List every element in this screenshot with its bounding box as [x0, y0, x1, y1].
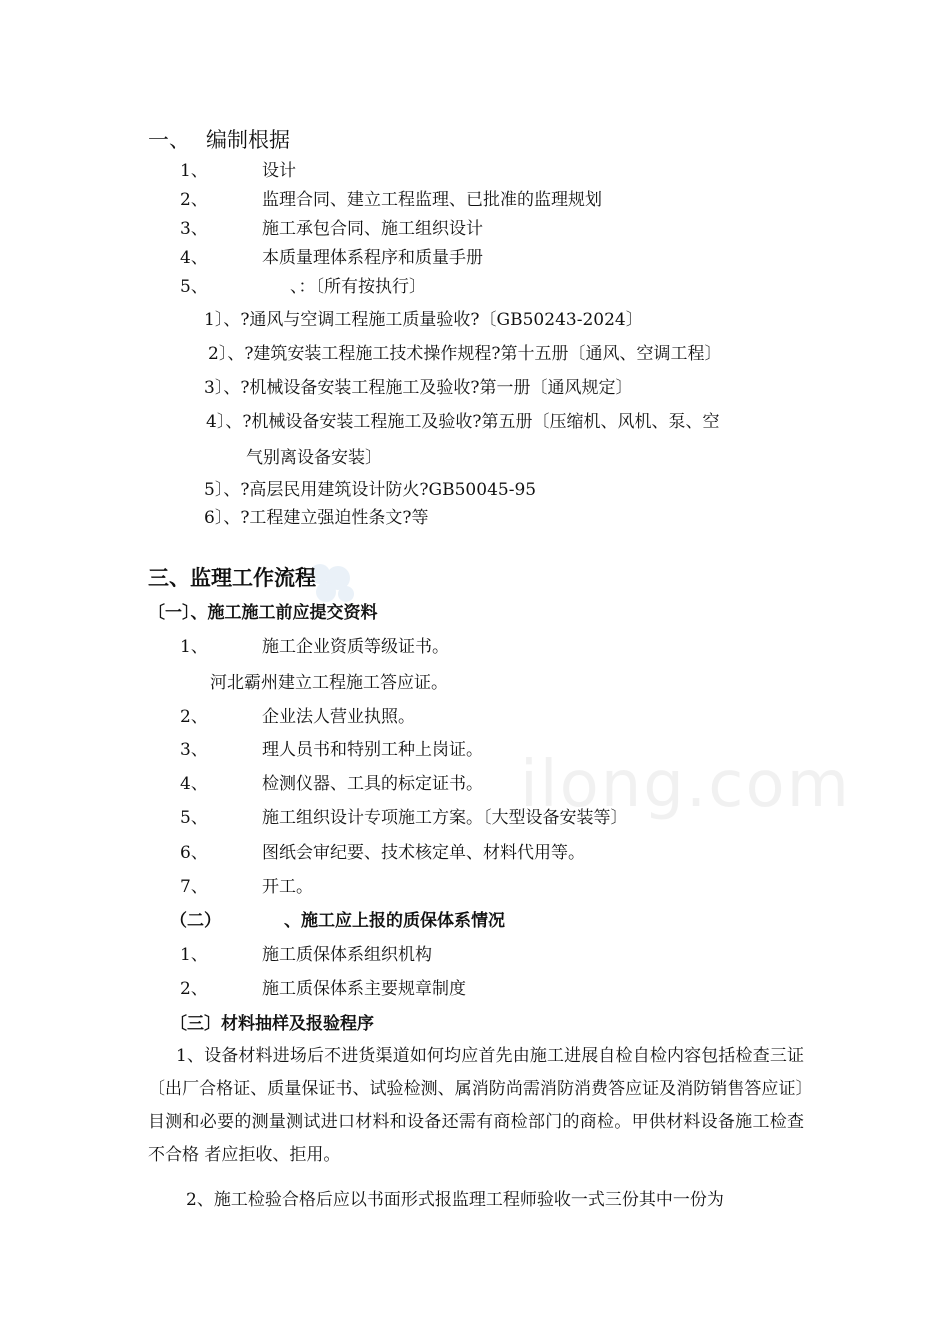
section1-heading-num: 一、	[148, 128, 190, 152]
section1-heading-text: 编制根据	[206, 128, 290, 152]
body-paragraph: 1、设备材料进场后不进货渠道如何均应首先由施工进展自检自检内容包括检查三证〔出厂合格证、质量保证书、试验检测、属消防尚需消防消费答应证及消防销售答应证〕目测和必要的测量测试进口材料和设备还需有商检部门的商检。甲供材料设备施工检查不合格 者应拒收、拒用。	[148, 1046, 804, 1165]
list-item: 1、 设计	[180, 161, 296, 181]
list-item: 1、 施工企业资质等级证书。	[180, 637, 449, 657]
list-item: 1、 施工质保体系组织机构	[180, 945, 432, 965]
sub-list-item: 6〕、?工程建立强迫性条文?等	[204, 508, 429, 528]
sub-list-item-continuation: 气别离设备安装〕	[246, 448, 382, 468]
sub-list-item: 5〕、?高层民用建筑设计防火?GB50045-95	[204, 480, 537, 500]
section1-heading	[148, 127, 290, 153]
sub-list-item: 1〕、?通风与空调工程施工质量验收?〔GB50243-2024〕	[204, 310, 643, 330]
list-item: 3、 理人员书和特别工种上岗证。	[180, 740, 483, 760]
list-item: 7、 开工。	[180, 877, 313, 897]
list-item: 4、 本质量理体系程序和质量手册	[180, 248, 483, 268]
list-item: 2、 监理合同、建立工程监理、已批准的监理规划	[180, 190, 602, 210]
sub-list-item: 2〕、?建筑安装工程施工技术操作规程?第十五册〔通风、空调工程〕	[208, 344, 722, 364]
sub1-heading: 〔一〕、施工施工前应提交资料	[148, 603, 378, 623]
sub3-heading: 〔三〕材料抽样及报验程序	[170, 1014, 374, 1034]
watermark-text: ilong.com	[520, 748, 851, 822]
sub2-heading: （二） 、施工应上报的质保体系情况	[170, 911, 505, 931]
sub-list-item: 4〕、?机械设备安装工程施工及验收?第五册〔压缩机、风机、泵、空	[206, 412, 720, 432]
list-item: 4、 检测仪器、工具的标定证书。	[180, 774, 483, 794]
list-item-continuation: 河北霸州建立工程施工答应证。	[210, 673, 448, 693]
list-item: 2、 施工质保体系主要规章制度	[180, 979, 466, 999]
list-item: 3、 施工承包合同、施工组织设计	[180, 219, 483, 239]
list-item: 5、 、：〔所有按执行〕	[180, 277, 426, 297]
list-item: 6、 图纸会审纪要、技术核定单、材料代用等。	[180, 843, 585, 863]
list-item: 5、 施工组织设计专项施工方案。〔大型设备安装等〕	[180, 808, 628, 828]
body-paragraph: 2、施工检验合格后应以书面形式报监理工程师验收一式三份其中一份为	[186, 1190, 724, 1210]
list-item: 2、 企业法人营业执照。	[180, 707, 415, 727]
section3-heading: 三、监理工作流程	[148, 565, 316, 590]
sub-list-item: 3〕、?机械设备安装工程施工及验收?第一册〔通风规定〕	[204, 378, 633, 398]
